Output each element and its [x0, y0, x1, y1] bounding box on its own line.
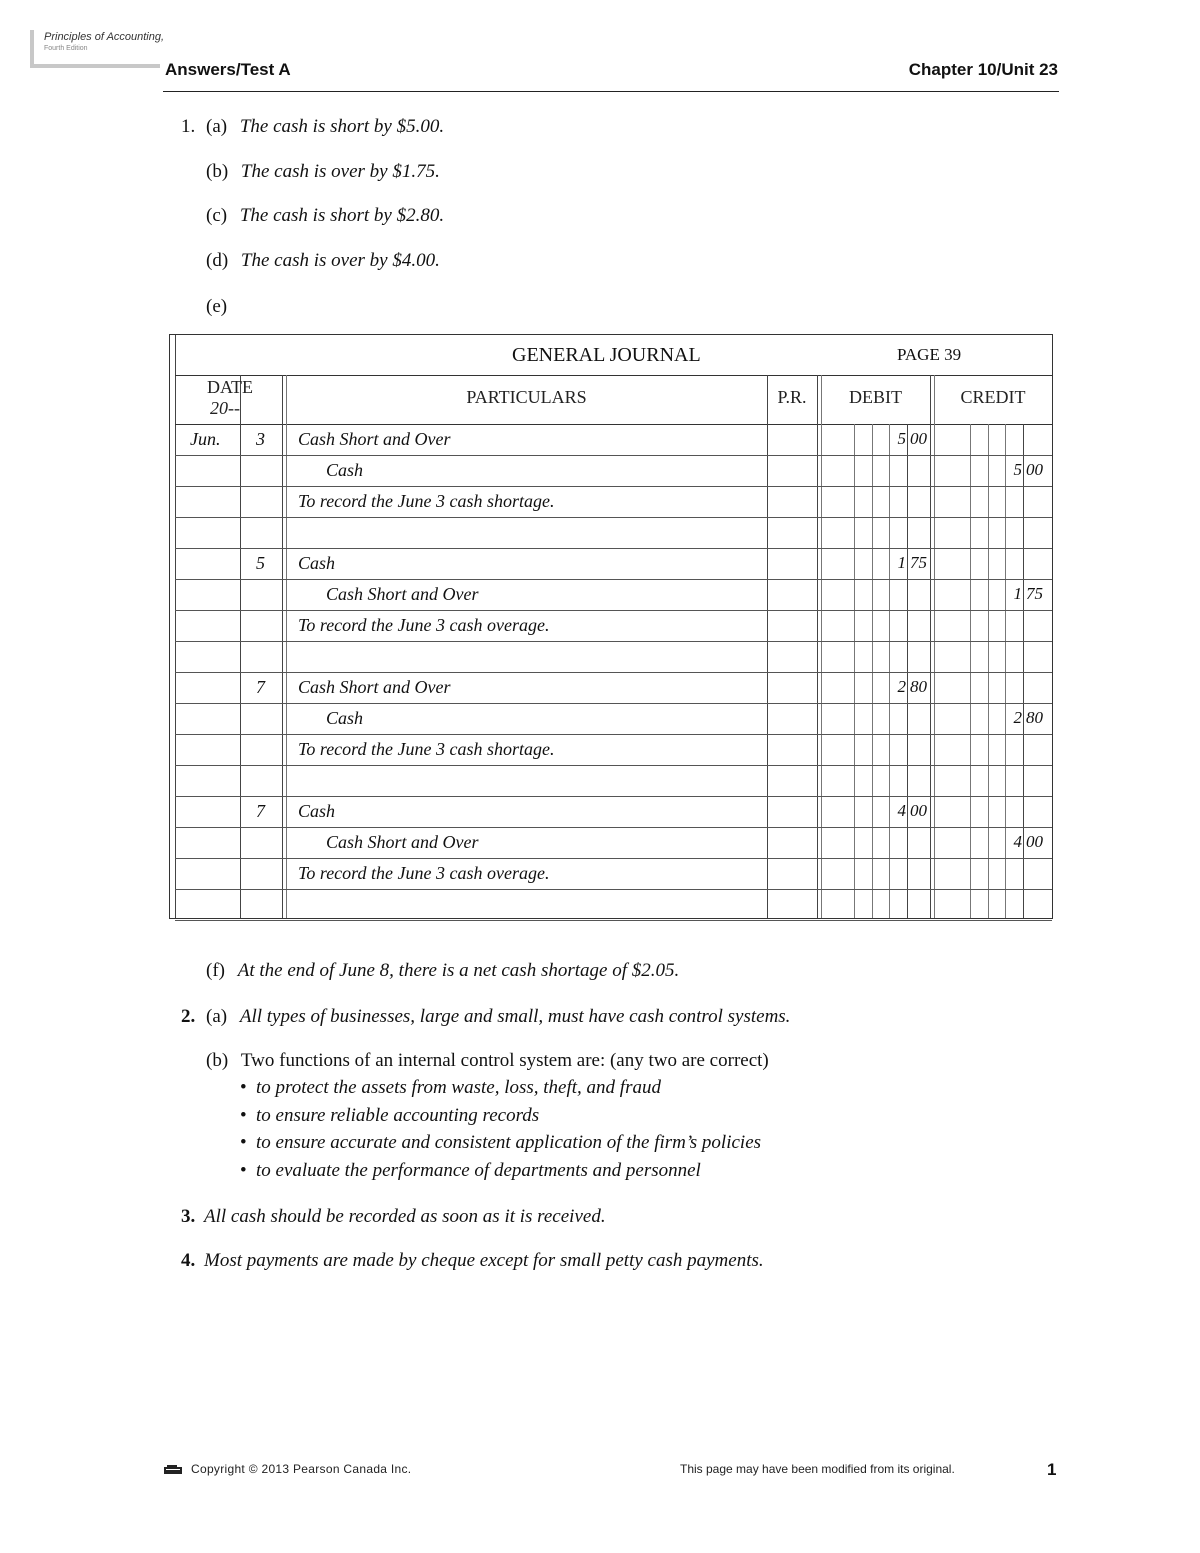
row-divider	[175, 827, 1052, 828]
q1-a-text: The cash is short by $5.00.	[239, 116, 445, 137]
credit-cents: 80	[1026, 708, 1043, 727]
entry-particulars: Cash Short and Over	[298, 429, 451, 449]
header-credit: CREDIT	[960, 387, 1026, 407]
q1-e-label: (e)	[206, 296, 228, 317]
header-particulars: PARTICULARS	[466, 387, 587, 407]
header-pr: P.R.	[777, 387, 807, 407]
brand-edition: Fourth Edition	[44, 45, 88, 52]
entry-month: Jun.	[190, 429, 221, 449]
entry-particulars: Cash	[298, 553, 336, 573]
q1-number: 1.	[181, 116, 196, 137]
credit-cents: 75	[1026, 584, 1043, 603]
entry-particulars: Cash	[326, 708, 364, 728]
row-divider	[175, 703, 1052, 704]
header-title: Answers/Test A	[165, 60, 291, 79]
q2-bullet-4: • to evaluate the performance of departments and personnel	[240, 1160, 701, 1181]
header-rule	[163, 91, 1059, 92]
entry-particulars: To record the June 3 cash shortage.	[298, 739, 555, 759]
debit-dollars: 2	[897, 677, 906, 696]
journal-page: PAGE 39	[897, 345, 962, 364]
entry-particulars: To record the June 3 cash overage.	[298, 615, 550, 635]
brand-logo	[30, 30, 165, 68]
copy-icon	[163, 1465, 185, 1475]
entry-day: 5	[256, 553, 265, 573]
debit-dollars: 5	[897, 429, 906, 448]
debit-cents: 80	[910, 677, 927, 696]
q1-d-text: The cash is over by $4.00.	[240, 250, 440, 271]
row-divider	[175, 889, 1052, 890]
q4-line	[181, 1250, 764, 1272]
row-divider	[175, 517, 1052, 518]
footer-copyright: Copyright © 2013 Pearson Canada Inc.	[163, 1462, 411, 1476]
q1-b-line	[206, 161, 440, 183]
q1-d-line	[206, 250, 440, 272]
q1-c-text: The cash is short by $2.80.	[239, 205, 445, 226]
row-divider	[175, 610, 1052, 611]
q2-b-text: Two functions of an internal control system are: (any two are correct)	[240, 1050, 769, 1071]
q2-b-label: (b)	[206, 1050, 229, 1071]
credit-dollars: 2	[1013, 708, 1022, 727]
entry-particulars: Cash Short and Over	[326, 584, 479, 604]
q1-b-text: The cash is over by $1.75.	[240, 161, 440, 182]
credit-cents: 00	[1026, 832, 1043, 851]
q1-f-label: (f)	[206, 960, 225, 981]
row-divider	[175, 796, 1052, 797]
q2-bullet-2: • to ensure reliable accounting records	[240, 1105, 540, 1126]
debit-cents: 75	[910, 553, 927, 572]
entry-particulars: Cash	[326, 460, 364, 480]
credit-dollars: 4	[1013, 832, 1022, 851]
header-year: 20--	[210, 398, 240, 418]
q1-b-label: (b)	[206, 161, 229, 182]
header-chapter: Chapter 10/Unit 23	[908, 60, 1058, 79]
q4-text: Most payments are made by cheque except for small petty cash payments.	[204, 1250, 764, 1271]
q1-f-line	[206, 960, 679, 982]
journal-title: GENERAL JOURNAL	[512, 344, 701, 366]
row-divider	[175, 765, 1052, 766]
q3-text: All cash should be recorded as soon as it is received.	[204, 1206, 606, 1227]
q3-number: 3.	[181, 1206, 196, 1227]
general-journal	[169, 334, 1053, 919]
q1-d-label: (d)	[206, 250, 229, 271]
entry-day: 3	[256, 429, 265, 449]
entry-particulars: To record the June 3 cash shortage.	[298, 491, 555, 511]
brand-title: Principles of Accounting,	[44, 31, 165, 43]
row-divider	[175, 672, 1052, 673]
row-divider	[175, 641, 1052, 642]
debit-dollars: 1	[897, 553, 906, 572]
header-debit: DEBIT	[849, 387, 902, 407]
q4-number: 4.	[181, 1250, 196, 1271]
row-divider	[175, 455, 1052, 456]
q2-bullet-3: • to ensure accurate and consistent application of the firm’s policies	[240, 1132, 762, 1153]
header-date: DATE	[207, 377, 253, 397]
credit-cents: 00	[1026, 460, 1043, 479]
entry-particulars: Cash Short and Over	[298, 677, 451, 697]
q2-a-line	[181, 1006, 790, 1028]
row-divider	[175, 548, 1052, 549]
row-divider	[175, 734, 1052, 735]
q2-number: 2.	[181, 1006, 196, 1027]
q2-bullet-1: • to protect the assets from waste, loss, theft, and fraud	[240, 1077, 661, 1098]
row-divider	[175, 486, 1052, 487]
entry-day: 7	[256, 801, 265, 821]
q1-a-line	[181, 116, 444, 138]
entry-particulars: Cash Short and Over	[326, 832, 479, 852]
debit-cents: 00	[910, 429, 927, 448]
q2-a-label: (a)	[206, 1006, 228, 1027]
row-divider	[175, 579, 1052, 580]
credit-dollars: 1	[1013, 584, 1022, 603]
entry-particulars: To record the June 3 cash overage.	[298, 863, 550, 883]
q1-c-label: (c)	[206, 205, 228, 226]
q1-c-line	[206, 205, 444, 227]
q2-a-text: All types of businesses, large and small, must have cash control systems.	[239, 1006, 791, 1027]
q1-f-text: At the end of June 8, there is a net cash shortage of $2.05.	[237, 960, 680, 981]
debit-dollars: 4	[897, 801, 906, 820]
entry-day: 7	[256, 677, 265, 697]
entry-particulars: Cash	[298, 801, 336, 821]
q1-a-label: (a)	[206, 116, 228, 137]
credit-dollars: 5	[1013, 460, 1022, 479]
row-divider	[175, 920, 1052, 921]
row-divider	[175, 858, 1052, 859]
q3-line	[181, 1206, 606, 1228]
debit-cents: 00	[910, 801, 927, 820]
q2-b-line	[206, 1050, 769, 1072]
footer-modified-note: This page may have been modified from its original.	[680, 1462, 955, 1476]
page-number: 1	[1047, 1460, 1057, 1479]
